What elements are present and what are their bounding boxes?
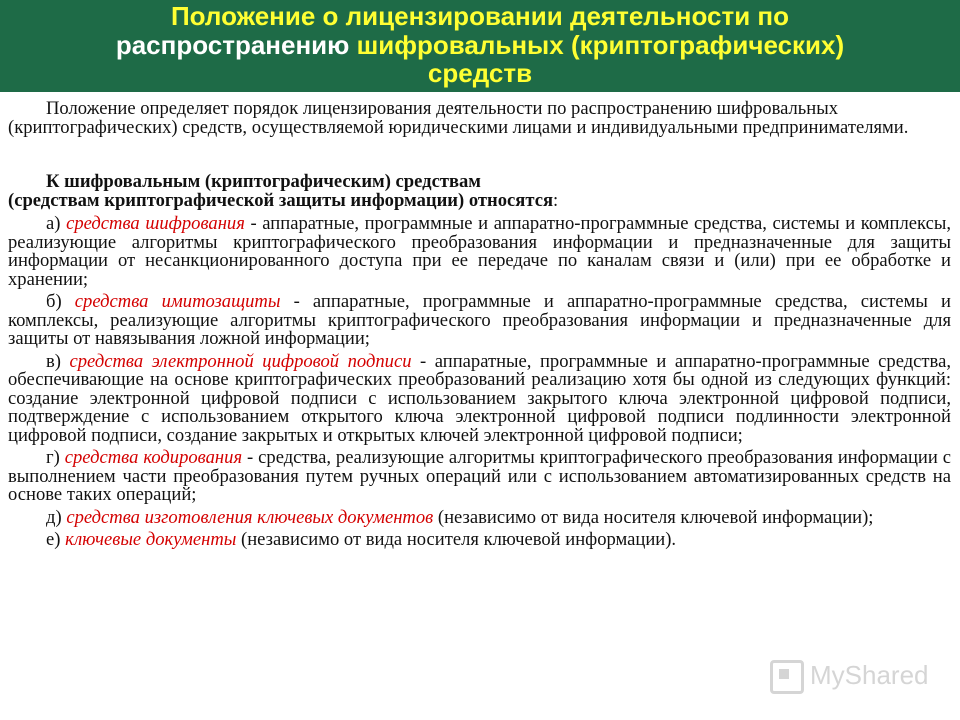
list-item (8, 531, 951, 550)
list-item (8, 215, 951, 289)
title-line-2-white: распространению (115, 30, 357, 60)
item-text: - аппаратные, программные и аппаратно-программные средства, системы и комплексы, реализующие алгоритмы криптографического преобразования информации и предназначенные для защиты от навязывания ложной информации; (8, 291, 951, 349)
item-term: средства кодирования (64, 447, 243, 468)
definition-heading (8, 173, 951, 210)
slide-header (0, 0, 960, 92)
item-text: (независимо от вида носителя ключевой информации). (236, 529, 677, 550)
item-prefix: д) (46, 506, 67, 528)
item-prefix: е) (46, 529, 66, 550)
definition-colon: : (553, 189, 559, 211)
item-text: - аппаратные, программные и аппаратно-программные средства, системы и комплексы, реализующие алгоритмы криптографического преобразования информации и предназначенные для защиты информации от несанкционированного доступа при ее передаче по каналам связи и (или) при ее обработке и хранении; (8, 213, 951, 290)
item-prefix: г) (46, 447, 65, 468)
list-item (8, 293, 951, 349)
item-text: - средства, реализующие алгоритмы криптографического преобразования информации с выполнением части преобразования путем ручных операций или с использованием автоматизированных средств на основе таких операций; (8, 447, 952, 505)
item-term: средства электронной цифровой подписи (69, 350, 412, 372)
watermark-text: MyShared (810, 660, 929, 690)
item-term: средства имитозащиты (74, 291, 281, 312)
item-text: - аппаратные, программные и аппаратно-программные средства, обеспечивающие на основе криптографических преобразований реализацию хотя бы одной из следующих функций: создание электронной цифровой подписи с использованием закрытого ключа электронной цифровой подписи, подтверждение с использованием открытого ключа электронной цифровой подписи подлинности электронной цифровой подписи, создание закрытых и открытых ключей электронной цифровой подписи; (8, 350, 951, 446)
watermark-logo (770, 660, 930, 696)
item-prefix: в) (46, 350, 70, 372)
item-text: (независимо от вида носителя ключевой информации); (433, 506, 874, 528)
title-line-1: Положение о лицензировании деятельности по (170, 1, 790, 31)
item-term: средства шифрования (66, 213, 245, 234)
watermark-icon (770, 660, 804, 694)
title-line-3: средств (427, 58, 533, 88)
title-line-2 (0, 32, 960, 58)
intro-paragraph: Положение определяет порядок лицензирования деятельности по распространению шифровальных (криптографических) средств, осуществляемой юридическими лицами и индивидуальными предпринимателями. (8, 98, 909, 138)
item-term: средства изготовления ключевых документов (66, 506, 434, 528)
definition-line-2: (средствам криптографической защиты информации) относятся (8, 189, 554, 211)
list-item (8, 449, 951, 505)
title-line-2-yellow: шифровальных (криптографических) (356, 30, 845, 60)
list-item (8, 350, 951, 446)
item-term: ключевые документы (65, 529, 237, 550)
list-item (8, 506, 951, 528)
definition-line-1: К шифровальным (криптографическим) средствам (46, 171, 481, 192)
item-prefix: б) (46, 291, 75, 312)
slide-body (8, 100, 951, 554)
item-prefix: а) (46, 213, 67, 234)
